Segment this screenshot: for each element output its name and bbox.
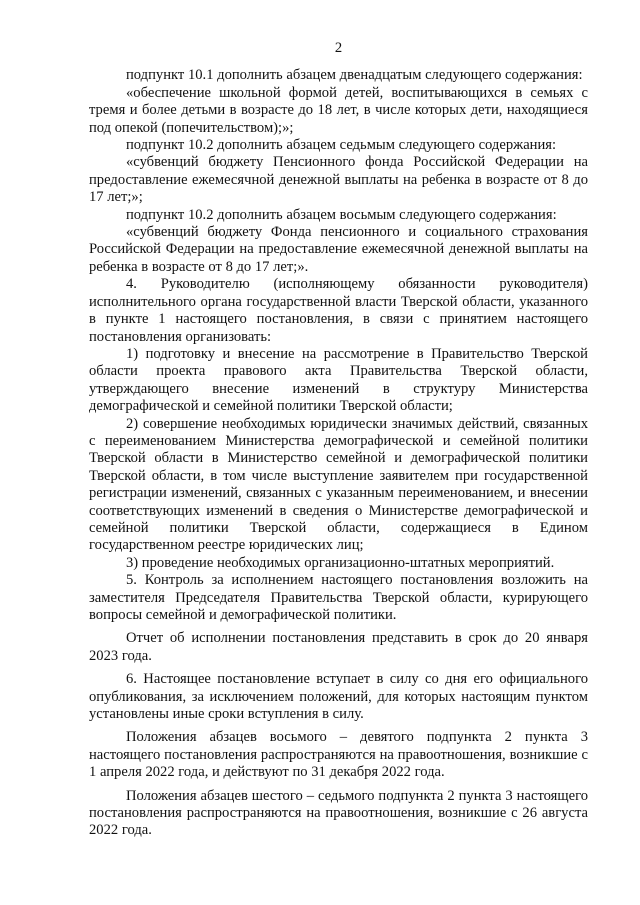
paragraph-5: подпункт 10.2 дополнить абзацем восьмым следующего содержания: xyxy=(126,206,557,223)
page-number: 2 xyxy=(334,40,343,56)
paragraph-9: 2) совершение необходимых юридически значимых действий, связанных с переименованием Министерства демографической и семейной политики Тверской области в Министерство семейной и демографической политики Тверской области, в том числе выступление заявителем при государственной регистрации изменений, связанных с указанным переименованием, и внесении соответствующих изменений в сведения о Министерстве демографической и семейной политики Тверской области, содержащиеся в Едином государственном реестре юридических лиц; xyxy=(89,415,588,554)
paragraph-14: Положения абзацев восьмого – девятого подпункта 2 пункта 3 настоящего постановления распространяются на правоотношения, возникшие с 1 апреля 2022 года, и действуют по 31 декабря 2022 года. xyxy=(89,729,588,781)
paragraph-10: 3) проведение необходимых организационно-штатных мероприятий. xyxy=(126,554,555,571)
paragraph-4: «субвенций бюджету Пенсионного фонда Российской Федерации на предоставление ежемесячной денежной выплаты на ребенка в возрасте от 8 до 17 лет;»; xyxy=(89,154,588,206)
paragraph-13: 6. Настоящее постановление вступает в силу со дня его официального опубликования, за исключением положений, для которых настоящим пунктом установлены иные сроки вступления в силу. xyxy=(89,671,588,723)
paragraph-12: Отчет об исполнении постановления представить в срок до 20 января 2023 года. xyxy=(89,630,588,664)
paragraph-8: 1) подготовку и внесение на рассмотрение в Правительство Тверской области проекта правового акта Правительства Тверской области, утверждающего внесение изменений в структуру Министерства демографической и семейной политики Тверской области; xyxy=(89,345,588,415)
paragraph-15: Положения абзацев шестого – седьмого подпункта 2 пункта 3 настоящего постановления распространяются на правоотношения, возникшие с 26 августа 2022 года. xyxy=(89,787,588,839)
paragraph-11: 5. Контроль за исполнением настоящего постановления возложить на заместителя Председателя Правительства Тверской области, курирующего вопросы семейной и демографической политики. xyxy=(89,572,588,623)
paragraph-6: «субвенций бюджету Фонда пенсионного и социального страхования Российской Федерации на предоставление ежемесячной денежной выплаты на ребенка в возрасте от 8 до 17 лет;». xyxy=(89,224,588,275)
paragraph-2: «обеспечение школьной формой детей, воспитывающихся в семьях с тремя и более детьми в возрасте до 18 лет, в числе которых дети, находящиеся под опекой (попечительством);»; xyxy=(89,84,588,136)
paragraph-3: подпункт 10.2 дополнить абзацем седьмым следующего содержания: xyxy=(126,137,557,154)
paragraph-7: 4. Руководителю (исполняющему обязанности руководителя) исполнительного органа государственной власти Тверской области, указанного в пункте 1 настоящего постановления, в связи с принятием настоящего постановления организовать: xyxy=(89,276,588,345)
paragraph-1: подпункт 10.1 дополнить абзацем двенадцатым следующего содержания: xyxy=(126,67,583,84)
